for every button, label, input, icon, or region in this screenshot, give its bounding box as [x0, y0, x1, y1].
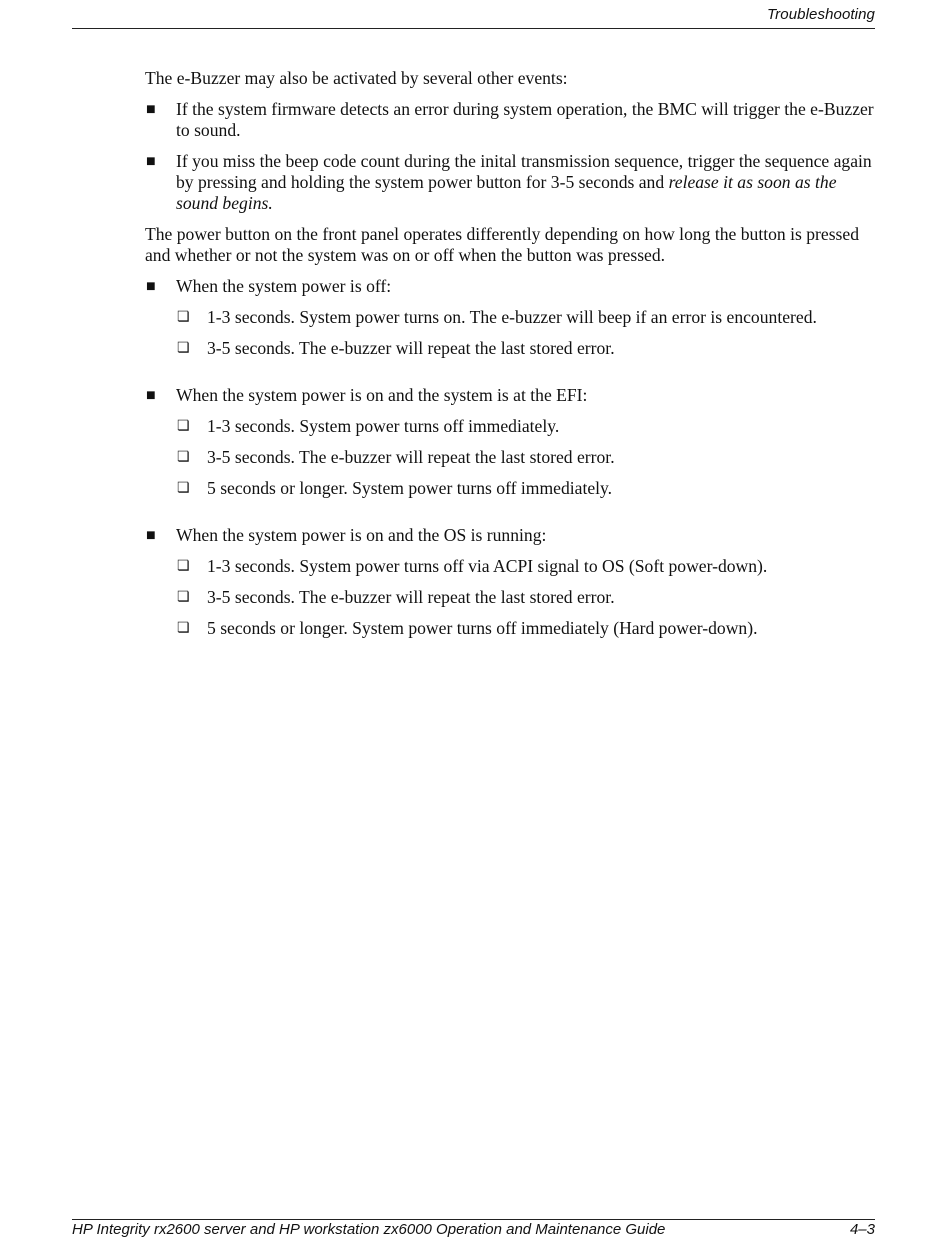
state-bullet-efi: [145, 385, 880, 406]
event-text-1: If the system firmware detects an error during system operation, the BMC will trigger the e-Buzzer to sound.: [176, 99, 874, 140]
square-bullet-icon: ■: [146, 153, 156, 170]
state-efi-item-2: [145, 447, 880, 468]
state-os-item-1: [145, 556, 880, 577]
sub-item-text: 1-3 seconds. System power turns off via ACPI signal to OS (Soft power-down).: [207, 556, 768, 576]
checkbox-bullet-icon: ❏: [177, 450, 190, 465]
sub-item-text: 3-5 seconds. The e-buzzer will repeat the last stored error.: [207, 447, 615, 467]
sub-item-text: 1-3 seconds. System power turns off immediately.: [207, 416, 560, 436]
square-bullet-icon: ■: [146, 387, 156, 404]
spacer: [145, 509, 880, 525]
state-bullet-os: [145, 525, 880, 546]
power-button-paragraph: The power button on the front panel operates differently depending on how long the button is pressed and whether or not the system was on or off when the button was pressed.: [145, 224, 860, 265]
sub-item-text: 1-3 seconds. System power turns on. The e-buzzer will beep if an error is encountered.: [207, 307, 817, 327]
state-off-item-1: [145, 307, 880, 328]
state-os-item-3: [145, 618, 880, 639]
header-rule: [72, 28, 875, 29]
event-bullet-1: [145, 99, 880, 141]
state-bullet-off: [145, 276, 880, 297]
checkbox-bullet-icon: ❏: [177, 481, 190, 496]
state-off-item-2: [145, 338, 880, 359]
state-efi-item-1: [145, 416, 880, 437]
spacer: [145, 369, 880, 385]
checkbox-bullet-icon: ❏: [177, 310, 190, 325]
square-bullet-icon: ■: [146, 527, 156, 544]
page-number: 4–3: [849, 1221, 875, 1238]
state-label: When the system power is on and the system is at the EFI:: [176, 385, 588, 405]
footer-rule: [72, 1219, 875, 1220]
sub-item-text: 5 seconds or longer. System power turns off immediately.: [207, 478, 613, 498]
checkbox-bullet-icon: ❏: [177, 590, 190, 605]
sub-item-text: 5 seconds or longer. System power turns off immediately (Hard power-down).: [207, 618, 758, 638]
checkbox-bullet-icon: ❏: [177, 621, 190, 636]
page-content: [145, 68, 880, 649]
checkbox-bullet-icon: ❏: [177, 341, 190, 356]
checkbox-bullet-icon: ❏: [177, 559, 190, 574]
checkbox-bullet-icon: ❏: [177, 419, 190, 434]
state-label: When the system power is off:: [176, 276, 392, 296]
event-text-2: If you miss the beep code count during the inital transmission sequence, trigger the sequence again by pressing and holding the system power button for 3-5 seconds and: [176, 151, 872, 192]
event-emphasis-2: release it as soon as the sound begins.: [176, 172, 837, 213]
square-bullet-icon: ■: [146, 101, 156, 118]
event-bullet-2: [145, 151, 880, 214]
state-efi-item-3: [145, 478, 880, 499]
sub-item-text: 3-5 seconds. The e-buzzer will repeat the last stored error.: [207, 587, 615, 607]
square-bullet-icon: ■: [146, 278, 156, 295]
state-label: When the system power is on and the OS is running:: [176, 525, 547, 545]
header-title: Troubleshooting: [767, 6, 875, 23]
footer-title: HP Integrity rx2600 server and HP workstation zx6000 Operation and Maintenance Guide: [72, 1221, 666, 1238]
sub-item-text: 3-5 seconds. The e-buzzer will repeat the last stored error.: [207, 338, 615, 358]
state-os-item-2: [145, 587, 880, 608]
intro-paragraph: The e-Buzzer may also be activated by several other events:: [145, 68, 568, 88]
